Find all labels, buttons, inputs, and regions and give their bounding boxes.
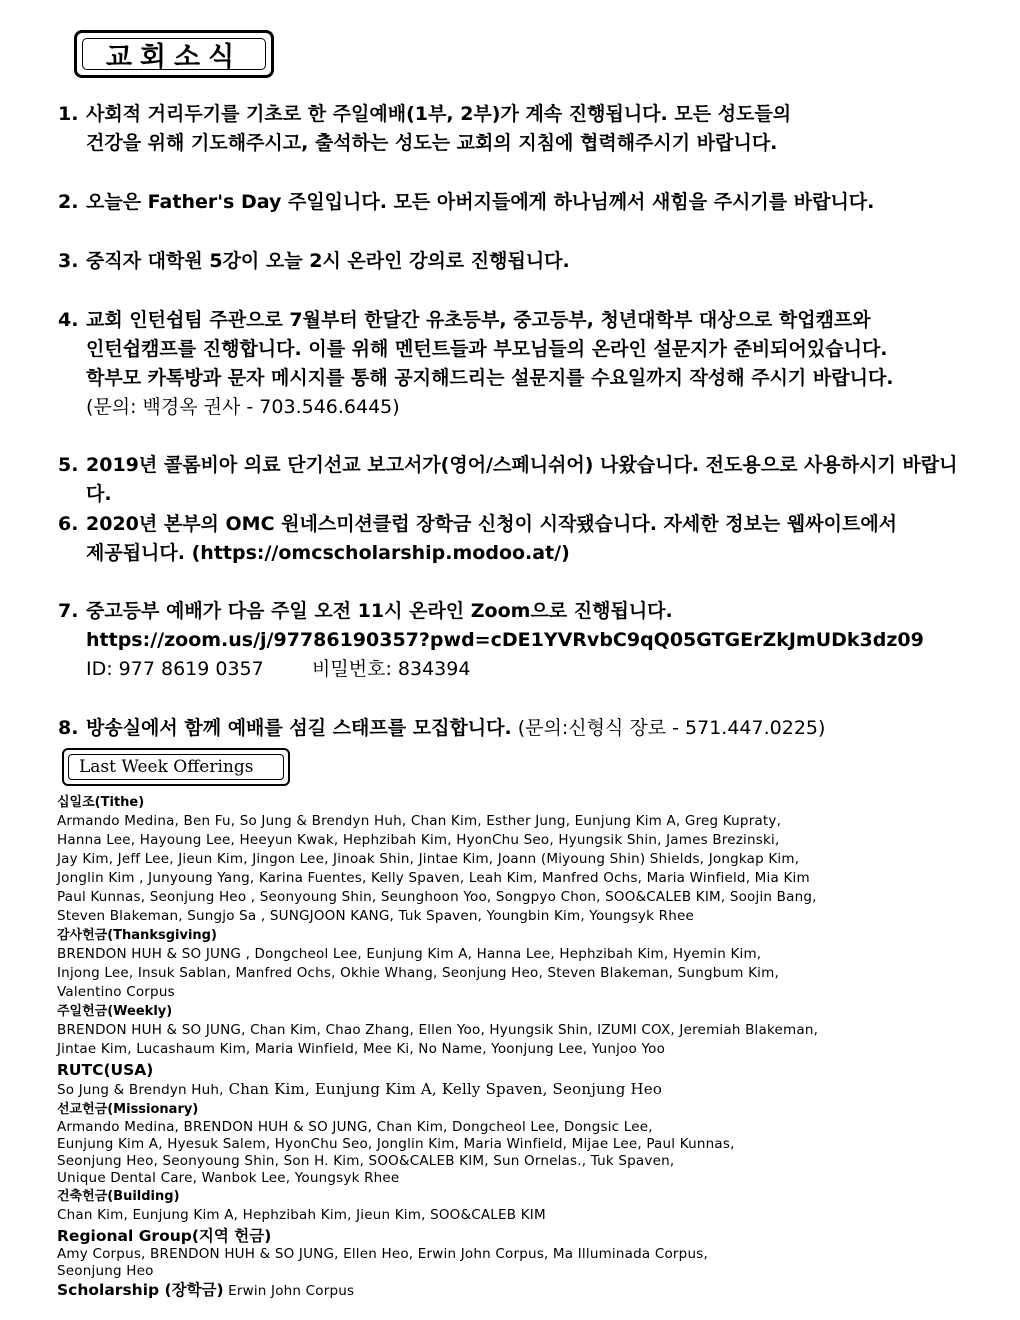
names-line: Armando Medina, BRENDON HUH & SO JUNG, Chan Kim, Dongcheol Lee, Dongsic Lee, — [57, 1119, 653, 1135]
offerings-title-inner — [68, 754, 284, 780]
notice-contact: (문의:신형식 장로 - 571.447.0225) — [511, 717, 826, 739]
category-label-scholarship: Scholarship (장학금) — [57, 1281, 224, 1299]
names-line: Steven Blakeman, Sungjo Sa , SUNGJOON KANG, Tuk Spaven, Youngbin Kim, Youngsyk Rhee — [57, 908, 694, 924]
offerings-list — [57, 793, 987, 1301]
zoom-credentials: ID: 977 8619 0357 비밀번호: 834394 — [86, 658, 471, 680]
notice-line: 2019년 콜롬비아 의료 단기선교 보고서가(영어/스페니쉬어) 나왔습니다. 전도용으로 사용하시기 바랍니다. — [86, 454, 958, 505]
names-line: Injong Lee, Insuk Sablan, Manfred Ochs, Okhie Whang, Seonjung Heo, Steven Blakeman, Sungbum Kim, — [57, 965, 779, 981]
names-scholarship: Erwin John Corpus — [223, 1283, 355, 1299]
zoom-link[interactable]: https://zoom.us/j/97786190357?pwd=cDE1YVRvbC9qQ05GTGErZkJmUDk3dz09 — [86, 629, 924, 651]
names-line: Chan Kim, Eunjung Kim A, Kelly Spaven, Seonjung Heo — [223, 1080, 663, 1098]
names-line: Unique Dental Care, Wanbok Lee, Youngsyk Rhee — [57, 1170, 400, 1186]
notice-item-6 — [58, 510, 897, 568]
names-tithe — [57, 812, 987, 926]
category-label-thanksgiving: 감사헌금(Thanksgiving) — [57, 928, 217, 943]
notice-item-5 — [58, 451, 978, 509]
names-line: Hanna Lee, Hayoung Lee, Heeyun Kwak, Hephzibah Kim, HyonChu Seo, Hyungsik Shin, James Brezinski, — [57, 832, 780, 848]
category-label-rutc: RUTC(USA) — [57, 1061, 154, 1079]
names-line: Seonjung Heo, Seonyoung Shin, Son H. Kim, SOO&CALEB KIM, Sun Ornelas., Tuk Spaven, — [57, 1153, 675, 1169]
names-line: Jay Kim, Jeff Lee, Jieun Kim, Jingon Lee, Jinoak Shin, Jintae Kim, Joann (Miyoung Shin) Shields, Jongkap Kim, — [57, 851, 800, 867]
category-label-weekly: 주일헌금(Weekly) — [57, 1004, 173, 1019]
names-thanksgiving — [57, 945, 987, 1002]
notice-line: 교회 인턴쉽팀 주관으로 7월부터 한달간 유초등부, 중고등부, 청년대학부 대상으로 학업캠프와 — [86, 309, 871, 331]
names-missionary — [57, 1119, 987, 1187]
category-label-tithe: 십일조(Tithe) — [57, 795, 145, 810]
names-line: Eunjung Kim A, Hyesuk Salem, HyonChu Seo, Jonglin Kim, Maria Winfield, Mijae Lee, Paul Kunnas, — [57, 1136, 735, 1152]
names-line: Paul Kunnas, Seonjung Heo , Seonyoung Shin, Seunghoon Yoo, Songpyo Chon, SOO&CALEB KIM, Soojin Bang, — [57, 889, 817, 905]
notice-item-2 — [58, 188, 874, 217]
names-line: Amy Corpus, BRENDON HUH & SO JUNG, Ellen Heo, Erwin John Corpus, Ma Illuminada Corpus, — [57, 1246, 708, 1262]
notice-line: 오늘은 Father's Day 주일입니다. 모든 아버지들에게 하나님께서 새힘을 주시기를 바랍니다. — [86, 191, 875, 213]
offerings-title-box — [62, 748, 290, 786]
scholarship-row — [57, 1280, 987, 1301]
notice-number: 6. — [58, 513, 79, 535]
notice-number: 7. — [58, 600, 79, 622]
notice-number: 4. — [58, 309, 79, 331]
category-label-regional: Regional Group(지역 헌금) — [57, 1227, 272, 1245]
scholarship-link[interactable]: 제공됩니다. (https://omcscholarship.modoo.at/) — [86, 542, 570, 564]
church-news-title-box — [74, 30, 274, 78]
notice-item-4 — [58, 306, 894, 422]
notice-line: 중직자 대학원 5강이 오늘 2시 온라인 강의로 진행됩니다. — [86, 250, 570, 272]
notice-line: 인턴쉽캠프를 진행합니다. 이를 위해 멘턴트들과 부모님들의 온라인 설문지가 준비되어있습니다. — [86, 338, 888, 360]
church-news-title: 교회소식 — [105, 41, 243, 73]
notice-item-3 — [58, 247, 570, 276]
notice-line: 사회적 거리두기를 기초로 한 주일예배(1부, 2부)가 계속 진행됩니다. 모든 성도들의 — [86, 103, 792, 125]
names-line: Chan Kim, Eunjung Kim A, Hephzibah Kim, Jieun Kim, SOO&CALEB KIM — [57, 1207, 546, 1223]
names-line: Seonjung Heo — [57, 1263, 154, 1279]
names-line: Valentino Corpus — [57, 984, 175, 1000]
notice-line: 중고등부 예배가 다음 주일 오전 11시 온라인 Zoom으로 진행됩니다. — [86, 600, 673, 622]
notice-line: 학부모 카톡방과 문자 메시지를 통해 공지해드리는 설문지를 수요일까지 작성해 주시기 바랍니다. — [86, 367, 894, 389]
names-weekly — [57, 1021, 987, 1059]
names-rutc — [57, 1080, 987, 1100]
notice-number: 1. — [58, 103, 79, 125]
notice-line: 2020년 본부의 OMC 원네스미션클럽 장학금 신청이 시작됐습니다. 자세한 정보는 웹싸이트에서 — [86, 513, 898, 535]
category-label-missionary: 선교헌금(Missionary) — [57, 1102, 199, 1117]
notice-contact: (문의: 백경옥 권사 - 703.546.6445) — [86, 396, 400, 418]
names-building — [57, 1206, 987, 1225]
notice-line: 방송실에서 함께 예배를 섬길 스태프를 모집합니다. — [86, 717, 512, 739]
notice-number: 2. — [58, 191, 79, 213]
names-line: BRENDON HUH & SO JUNG , Dongcheol Lee, Eunjung Kim A, Hanna Lee, Hephzibah Kim, Hyemin Kim, — [57, 946, 762, 962]
names-line: Jintae Kim, Lucashaum Kim, Maria Winfield, Mee Ki, No Name, Yoonjung Lee, Yunjoo Yoo — [57, 1041, 666, 1057]
church-news-title-inner — [82, 38, 266, 73]
notice-number: 8. — [58, 717, 79, 739]
notice-item-1 — [58, 100, 791, 158]
notice-item-8 — [58, 714, 825, 743]
offerings-title: Last Week Offerings — [79, 757, 254, 777]
names-regional — [57, 1246, 987, 1280]
notice-item-7 — [58, 597, 924, 684]
names-line: Jonglin Kim , Junyoung Yang, Karina Fuentes, Kelly Spaven, Leah Kim, Manfred Ochs, Maria Winfield, Mia Kim — [57, 870, 810, 886]
notice-number: 3. — [58, 250, 79, 272]
notice-number: 5. — [58, 454, 79, 476]
notice-line: 건강을 위해 기도해주시고, 출석하는 성도는 교회의 지침에 협력해주시기 바랍니다. — [86, 132, 778, 154]
names-line: So Jung & Brendyn Huh, — [57, 1082, 224, 1098]
names-line: Armando Medina, Ben Fu, So Jung & Brendyn Huh, Chan Kim, Esther Jung, Eunjung Kim A, Greg Kupraty, — [57, 813, 782, 829]
category-label-building: 건축헌금(Building) — [57, 1189, 180, 1204]
names-line: BRENDON HUH & SO JUNG, Chan Kim, Chao Zhang, Ellen Yoo, Hyungsik Shin, IZUMI COX, Jeremiah Blakeman, — [57, 1022, 819, 1038]
